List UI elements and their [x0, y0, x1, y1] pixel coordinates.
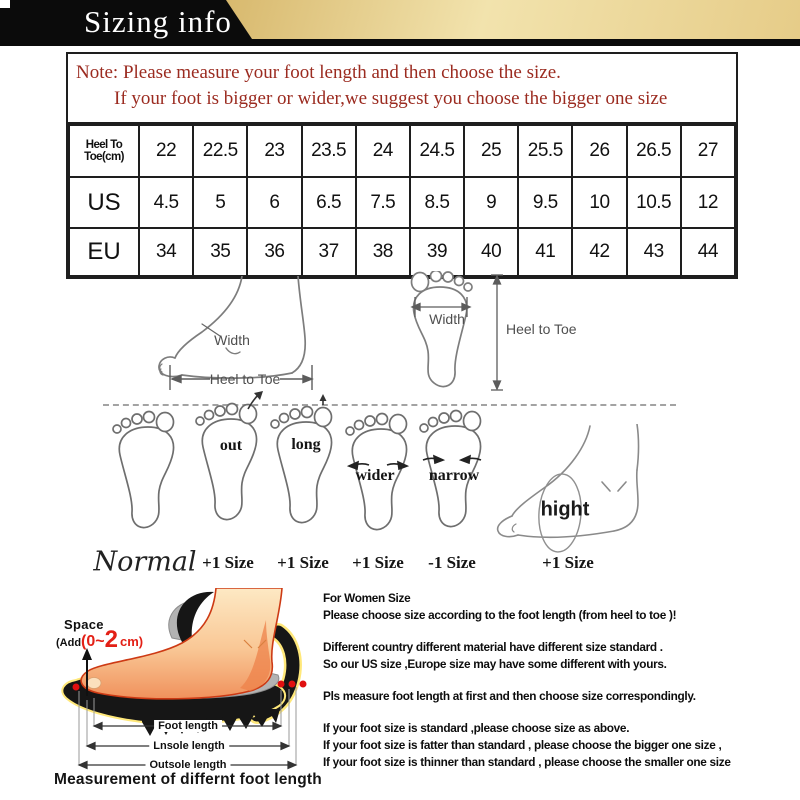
hight-size-caption: +1 Size — [542, 553, 594, 572]
size-table-cell: 39 — [410, 228, 464, 276]
size-table-cell: 6.5 — [302, 177, 356, 228]
size-chart-box — [66, 52, 738, 279]
size-table-cell: 9 — [464, 177, 518, 228]
advice-paragraph — [323, 688, 800, 705]
footprint-out-icon — [189, 391, 267, 539]
size-table-cell: 5 — [193, 177, 247, 228]
size-table-cell: 26.5 — [627, 125, 681, 177]
size-table-cell: 27 — [681, 125, 735, 177]
size-table-cell: 7.5 — [356, 177, 410, 228]
advice-paragraph — [323, 639, 800, 673]
space-label: Space — [64, 617, 104, 632]
size-table-body — [69, 125, 735, 276]
size-table-cell: 42 — [572, 228, 626, 276]
top-heel-to-toe-label: Heel to Toe — [506, 321, 577, 337]
note-line-2: If your foot is bigger or wider,we suggest you choose the bigger one size — [114, 88, 668, 109]
wider-label: wider — [355, 467, 395, 484]
narrow-size-caption: -1 Size — [428, 553, 476, 572]
banner-corner-notch — [0, 0, 10, 8]
normal-caption: Normal — [93, 546, 197, 578]
out-label: out — [219, 437, 243, 454]
side-width-label: Width — [214, 332, 250, 348]
size-table-cell: 38 — [356, 228, 410, 276]
size-table — [68, 124, 736, 277]
size-table-cell: 8.5 — [410, 177, 464, 228]
advice-line: So our US size ,Europe size may have some different with yours. — [323, 657, 667, 671]
size-table-row-header: Heel To Toe(cm) — [69, 125, 139, 177]
size-advice-block — [323, 590, 800, 786]
advice-line: Different country different material have different size standard . — [323, 640, 663, 654]
insole-length-label: Lnsole length — [149, 740, 229, 752]
size-table-cell: 12 — [681, 177, 735, 228]
outsole-length-label: Outsole length — [146, 759, 231, 771]
size-table-cell: 6 — [247, 177, 301, 228]
size-table-row — [69, 125, 735, 177]
advice-paragraph — [323, 720, 800, 771]
side-heel-to-toe-label: Heel to Toe — [209, 371, 281, 387]
long-size-caption: +1 Size — [277, 553, 329, 572]
space-range-label — [56, 626, 144, 653]
size-table-cell: 25.5 — [518, 125, 572, 177]
advice-paragraph — [323, 590, 800, 624]
page-title: Sizing info — [84, 4, 232, 39]
footprint-normal-icon — [106, 399, 184, 547]
size-table-cell: 10 — [572, 177, 626, 228]
size-table-cell: 23.5 — [302, 125, 356, 177]
hight-label: hight — [540, 498, 590, 521]
size-table-row — [69, 228, 735, 276]
advice-line: Pls measure foot length at first and then choose size correspondingly. — [323, 689, 696, 703]
out-size-caption: +1 Size — [202, 553, 254, 572]
note-line-1: Note: Please measure your foot length and then choose the size. — [76, 62, 561, 83]
size-table-cell: 35 — [193, 228, 247, 276]
advice-line: If your foot size is fatter than standard , please choose the bigger one size , — [323, 738, 722, 752]
size-table-cell: 22.5 — [193, 125, 247, 177]
advice-line: If your foot size is standard ,please choose size as above. — [323, 721, 630, 735]
measurement-caption: Measurement of differnt foot length — [54, 771, 322, 788]
size-table-cell: 23 — [247, 125, 301, 177]
footprint-long-icon — [264, 394, 342, 542]
size-table-cell: 36 — [247, 228, 301, 276]
header-banner — [0, 0, 800, 46]
wider-size-caption: +1 Size — [352, 553, 404, 572]
narrow-label: narrow — [428, 467, 480, 484]
size-table-cell: 4.5 — [139, 177, 193, 228]
long-label: long — [291, 436, 321, 453]
size-table-cell: 10.5 — [627, 177, 681, 228]
size-table-cell: 24 — [356, 125, 410, 177]
advice-line: Please choose size according to the foot length (from heel to toe )! — [323, 608, 677, 622]
size-table-cell: 40 — [464, 228, 518, 276]
space-add-label: (Add — [56, 637, 82, 649]
space-range-big-value: 2 — [104, 626, 118, 653]
size-table-cell: 41 — [518, 228, 572, 276]
size-table-cell: 26 — [572, 125, 626, 177]
size-table-cell: 37 — [302, 228, 356, 276]
top-width-label: Width — [429, 311, 465, 327]
size-table-cell: 34 — [139, 228, 193, 276]
size-table-row-header: US — [69, 177, 139, 228]
size-table-row — [69, 177, 735, 228]
size-table-cell: 43 — [627, 228, 681, 276]
advice-title: For Women Size — [323, 591, 411, 605]
size-table-row-header: EU — [69, 228, 139, 276]
size-table-cell: 9.5 — [518, 177, 572, 228]
space-range-value: (0~ — [81, 633, 105, 650]
gold-ribbon — [226, 0, 800, 39]
size-table-cell: 44 — [681, 228, 735, 276]
space-unit-label: cm) — [119, 634, 144, 649]
size-table-cell: 25 — [464, 125, 518, 177]
size-table-cell: 24.5 — [410, 125, 464, 177]
advice-line: If your foot size is thinner than standard , please choose the smaller one size — [323, 755, 731, 769]
size-table-cell: 22 — [139, 125, 193, 177]
foot-height-icon — [486, 424, 654, 560]
foot-length-label: Foot length — [154, 720, 222, 732]
note-area — [68, 54, 736, 124]
